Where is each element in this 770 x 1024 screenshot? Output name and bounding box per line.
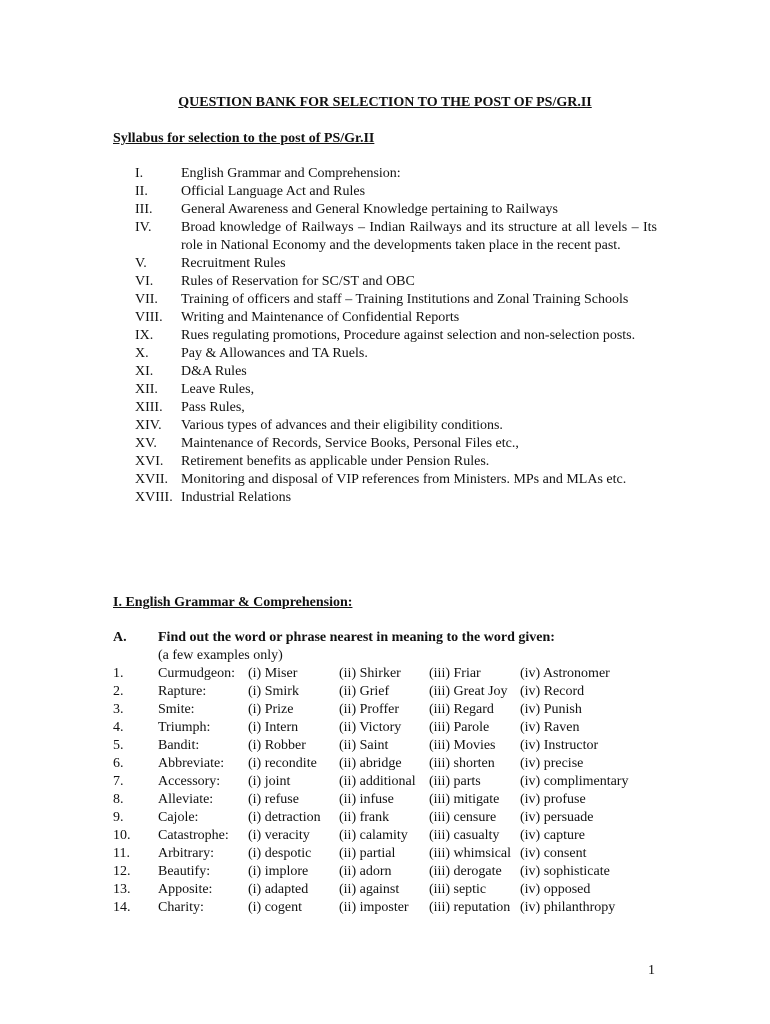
option-2: (ii) against	[339, 882, 400, 897]
syllabus-item-number: XVI.	[135, 454, 164, 469]
option-2: (ii) Grief	[339, 684, 390, 699]
syllabus-item-number: XIII.	[135, 400, 163, 415]
option-4: (iv) Punish	[520, 702, 582, 717]
syllabus-item-text: Writing and Maintenance of Confidential Reports	[181, 310, 460, 325]
syllabus-item-text: Official Language Act and Rules	[181, 184, 366, 199]
page-title: QUESTION BANK FOR SELECTION TO THE POST OF PS/GR.II	[178, 95, 592, 110]
option-1: (i) detraction	[248, 810, 321, 825]
table-row	[113, 773, 628, 791]
syllabus-item-number: V.	[135, 256, 147, 271]
syllabus-item	[135, 489, 657, 507]
option-4: (iv) sophisticate	[520, 864, 610, 879]
option-2: (ii) frank	[339, 810, 390, 825]
syllabus-item-text: Retirement benefits as applicable under Pension Rules.	[181, 454, 490, 469]
option-3: (iii) parts	[429, 774, 481, 789]
question-number: 10.	[113, 828, 131, 843]
option-1: (i) despotic	[248, 846, 312, 861]
option-4: (iv) Raven	[520, 720, 580, 735]
table-row	[113, 899, 628, 917]
question-word: Charity:	[158, 900, 204, 915]
syllabus-item	[135, 327, 657, 345]
syllabus-item-text: General Awareness and General Knowledge pertaining to Railways	[181, 202, 558, 217]
option-2: (ii) Proffer	[339, 702, 399, 717]
syllabus-item	[135, 417, 657, 435]
question-word: Smite:	[158, 702, 195, 717]
syllabus-item-number: II.	[135, 184, 148, 199]
syllabus-item-number: IX.	[135, 328, 154, 343]
option-3: (iii) censure	[429, 810, 497, 825]
syllabus-item-text: English Grammar and Comprehension:	[181, 166, 401, 181]
question-word: Accessory:	[158, 774, 221, 789]
option-4: (iv) Astronomer	[520, 666, 610, 681]
question-number: 13.	[113, 882, 131, 897]
question-word: Beautify:	[158, 864, 211, 879]
syllabus-item	[135, 291, 657, 309]
syllabus-item-text: Broad knowledge of Railways – Indian Railways and its structure at all levels – Its role in National Economy and the developments taken place in the recent past.	[181, 220, 657, 253]
table-row	[113, 755, 628, 773]
table-row	[113, 719, 628, 737]
syllabus-item-text: Recruitment Rules	[181, 256, 286, 271]
syllabus-item	[135, 399, 657, 417]
option-1: (i) joint	[248, 774, 291, 789]
option-3: (iii) Great Joy	[429, 684, 508, 699]
question-number: 14.	[113, 900, 131, 915]
question-word: Alleviate:	[158, 792, 214, 807]
table-row	[113, 827, 628, 845]
question-word: Triumph:	[158, 720, 211, 735]
section-a-instruction: Find out the word or phrase nearest in meaning to the word given:	[158, 630, 555, 645]
table-row	[113, 683, 628, 701]
option-1: (i) refuse	[248, 792, 299, 807]
syllabus-item-text: Pay & Allowances and TA Ruels.	[181, 346, 368, 361]
syllabus-item-text: Leave Rules,	[181, 382, 255, 397]
question-number: 2.	[113, 684, 124, 699]
syllabus-item-text: D&A Rules	[181, 364, 247, 379]
table-row	[113, 881, 628, 899]
syllabus-heading: Syllabus for selection to the post of PS/Gr.II	[113, 131, 375, 146]
syllabus-item	[135, 201, 657, 219]
syllabus-item-number: XVII.	[135, 472, 169, 487]
question-number: 1.	[113, 666, 124, 681]
section-a-label: A.	[113, 630, 127, 645]
syllabus-item	[135, 345, 657, 363]
option-4: (iv) opposed	[520, 882, 591, 897]
question-word: Apposite:	[158, 882, 213, 897]
syllabus-item-number: XIV.	[135, 418, 162, 433]
syllabus-item-text: Rues regulating promotions, Procedure against selection and non-selection posts.	[181, 328, 636, 343]
question-number: 4.	[113, 720, 124, 735]
section-a-note: (a few examples only)	[158, 648, 283, 663]
syllabus-item	[135, 183, 657, 201]
question-number: 8.	[113, 792, 124, 807]
syllabus-item-text: Maintenance of Records, Service Books, Personal Files etc.,	[181, 436, 519, 451]
question-number: 3.	[113, 702, 124, 717]
section-heading: I. English Grammar & Comprehension:	[113, 595, 353, 610]
option-1: (i) Robber	[248, 738, 306, 753]
question-word: Rapture:	[158, 684, 207, 699]
question-number: 12.	[113, 864, 131, 879]
syllabus-item	[135, 309, 657, 327]
option-3: (iii) derogate	[429, 864, 502, 879]
syllabus-item-number: IV.	[135, 220, 152, 235]
syllabus-item-text: Industrial Relations	[181, 490, 292, 505]
syllabus-item-number: VI.	[135, 274, 154, 289]
option-4: (iv) Instructor	[520, 738, 599, 753]
option-1: (i) Prize	[248, 702, 294, 717]
option-2: (ii) Shirker	[339, 666, 401, 681]
vocabulary-table	[113, 665, 628, 917]
table-row	[113, 665, 628, 683]
table-row	[113, 863, 628, 881]
syllabus-item-number: III.	[135, 202, 153, 217]
option-2: (ii) Victory	[339, 720, 402, 735]
syllabus-item	[135, 165, 657, 183]
option-3: (iii) casualty	[429, 828, 500, 843]
syllabus-item-number: XI.	[135, 364, 154, 379]
option-2: (ii) partial	[339, 846, 396, 861]
option-1: (i) veracity	[248, 828, 310, 843]
syllabus-item	[135, 255, 657, 273]
table-row	[113, 791, 628, 809]
option-2: (ii) infuse	[339, 792, 394, 807]
option-3: (iii) mitigate	[429, 792, 500, 807]
syllabus-item-number: XV.	[135, 436, 157, 451]
syllabus-item-text: Monitoring and disposal of VIP references from Ministers. MPs and MLAs etc.	[181, 472, 627, 487]
option-4: (iv) Record	[520, 684, 585, 699]
page-number: 1	[648, 963, 655, 978]
option-2: (ii) imposter	[339, 900, 409, 915]
table-row	[113, 701, 628, 719]
question-section-a	[113, 629, 673, 917]
question-number: 6.	[113, 756, 124, 771]
syllabus-item-text: Various types of advances and their eligibility conditions.	[181, 418, 503, 433]
option-3: (iii) Parole	[429, 720, 490, 735]
syllabus-item	[135, 435, 657, 453]
option-4: (iv) persuade	[520, 810, 594, 825]
syllabus-item-number: VII.	[135, 292, 158, 307]
syllabus-item	[135, 381, 657, 399]
table-row	[113, 737, 628, 755]
option-3: (iii) Movies	[429, 738, 496, 753]
question-word: Bandit:	[158, 738, 200, 753]
option-1: (i) Smirk	[248, 684, 299, 699]
syllabus-item-text: Training of officers and staff – Training Institutions and Zonal Training Schools	[181, 292, 629, 307]
question-word: Arbitrary:	[158, 846, 214, 861]
question-number: 9.	[113, 810, 124, 825]
syllabus-item-number: XII.	[135, 382, 158, 397]
option-4: (iv) philanthropy	[520, 900, 616, 915]
option-4: (iv) complimentary	[520, 774, 629, 789]
option-4: (iv) precise	[520, 756, 584, 771]
syllabus-item-text: Rules of Reservation for SC/ST and OBC	[181, 274, 415, 289]
question-number: 11.	[113, 846, 130, 861]
option-3: (iii) whimsical	[429, 846, 512, 861]
question-number: 7.	[113, 774, 124, 789]
option-2: (ii) adorn	[339, 864, 392, 879]
option-2: (ii) Saint	[339, 738, 389, 753]
table-row	[113, 809, 628, 827]
syllabus-item	[135, 273, 657, 291]
syllabus-item	[135, 471, 657, 489]
option-4: (iv) capture	[520, 828, 585, 843]
syllabus-list	[135, 165, 657, 507]
syllabus-item	[135, 219, 657, 255]
option-1: (i) adapted	[248, 882, 309, 897]
option-3: (iii) septic	[429, 882, 487, 897]
syllabus-item	[135, 363, 657, 381]
option-1: (i) recondite	[248, 756, 317, 771]
syllabus-item-number: X.	[135, 346, 149, 361]
option-3: (iii) shorten	[429, 756, 495, 771]
syllabus-item-number: VIII.	[135, 310, 163, 325]
option-2: (ii) additional	[339, 774, 416, 789]
question-word: Abbreviate:	[158, 756, 225, 771]
option-3: (iii) reputation	[429, 900, 511, 915]
syllabus-item-number: XVIII.	[135, 490, 173, 505]
option-4: (iv) profuse	[520, 792, 586, 807]
syllabus-item	[135, 453, 657, 471]
option-3: (iii) Friar	[429, 666, 481, 681]
syllabus-item-text: Pass Rules,	[181, 400, 245, 415]
option-3: (iii) Regard	[429, 702, 494, 717]
table-row	[113, 845, 628, 863]
option-1: (i) Intern	[248, 720, 299, 735]
question-word: Cajole:	[158, 810, 199, 825]
option-4: (iv) consent	[520, 846, 587, 861]
option-2: (ii) abridge	[339, 756, 402, 771]
question-word: Curmudgeon:	[158, 666, 235, 681]
option-1: (i) cogent	[248, 900, 303, 915]
section-a-header	[113, 629, 673, 647]
syllabus-item-number: I.	[135, 166, 144, 181]
option-2: (ii) calamity	[339, 828, 408, 843]
question-word: Catastrophe:	[158, 828, 229, 843]
option-1: (i) Miser	[248, 666, 298, 681]
question-number: 5.	[113, 738, 124, 753]
option-1: (i) implore	[248, 864, 309, 879]
